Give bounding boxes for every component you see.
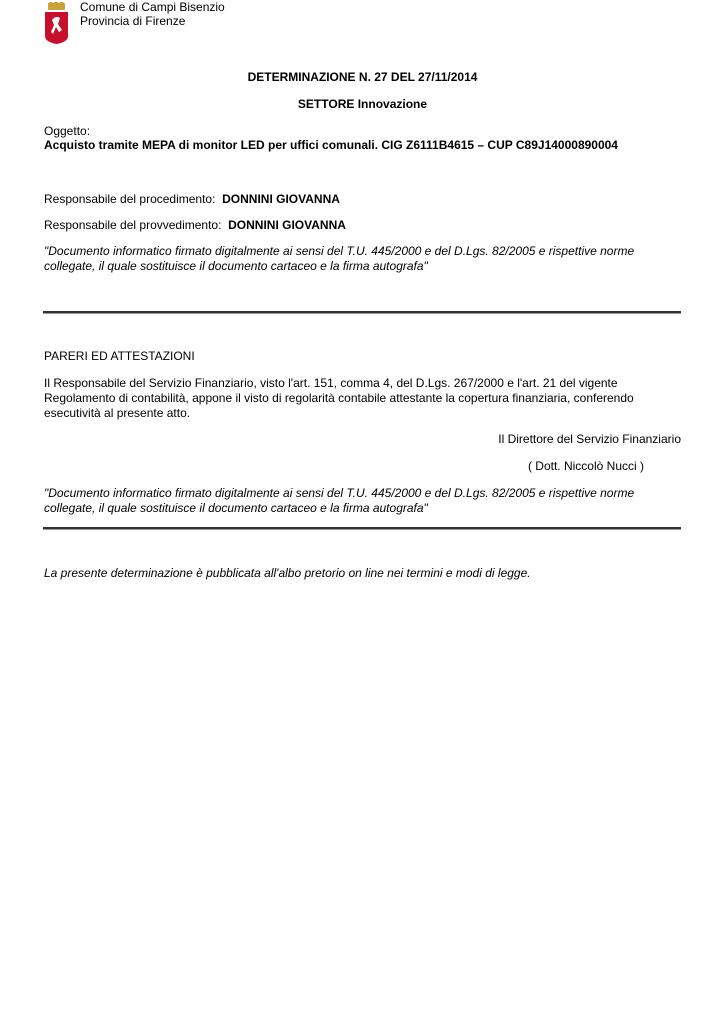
subject-text: Acquisto tramite MEPA di monitor LED per uffici comunali. CIG Z6111B4615 – CUP C89J14000890004 [44,138,618,152]
opinions-heading: PARERI ED ATTESTAZIONI [44,349,195,363]
responsible-label: Responsabile del provvedimento: [44,218,222,232]
signer-name: ( Dott. Niccolò Nucci ) [527,459,644,473]
responsible-procedure [44,192,340,206]
section-divider [43,311,681,314]
province-name: Provincia di Firenze [80,14,186,28]
section-divider [43,527,681,530]
coat-of-arms-logo [44,2,69,45]
document-title: DETERMINAZIONE N. 27 DEL 27/11/2014 [247,70,478,84]
responsible-name: DONNINI GIOVANNA [228,218,346,232]
municipality-name: Comune di Campi Bisenzio [80,0,225,14]
signer-role: Il Direttore del Servizio Finanziario [498,432,681,446]
subject-label: Oggetto: [44,124,91,138]
opinions-body: Il Responsabile del Servizio Finanziario, visto l'art. 151, comma 4, del D.Lgs. 267/2000 e l'art. 21 del vigente Regolamento di contabilità, appone il visto di regolarità contabile attestante la copertura finanziaria, conferendo esecutività al presente atto. [44,376,634,420]
responsible-provision [44,218,346,232]
publication-note: La presente determinazione è pubblicata all'albo pretorio on line nei termini e modi di legge. [44,566,531,580]
responsible-label: Responsabile del procedimento: [44,192,216,206]
sector-title: SETTORE Innovazione [297,97,428,111]
responsible-name: DONNINI GIOVANNA [222,192,340,206]
digital-signature-note: "Documento informatico firmato digitalmente ai sensi del T.U. 445/2000 e del D.Lgs. 82/2005 e rispettive norme collegate, il quale sostituisce il documento cartaceo e la firma autografa" [44,486,635,515]
digital-signature-note: "Documento informatico firmato digitalmente ai sensi del T.U. 445/2000 e del D.Lgs. 82/2005 e rispettive norme collegate, il quale sostituisce il documento cartaceo e la firma autografa" [44,244,635,273]
